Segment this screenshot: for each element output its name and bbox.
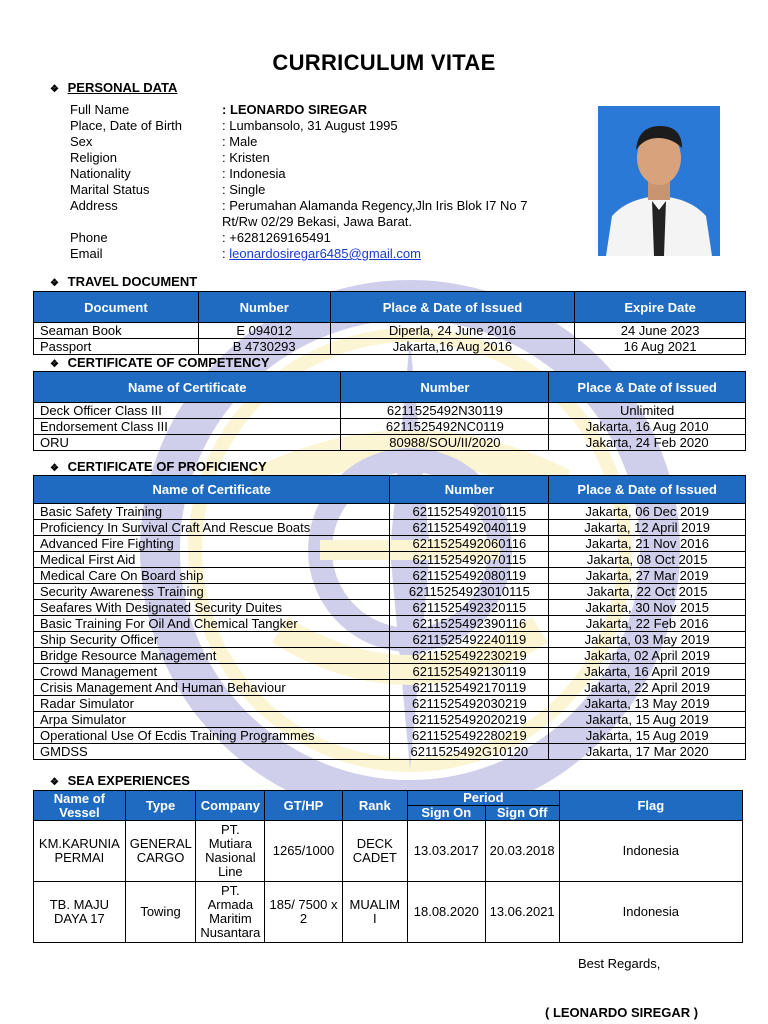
field-value: : Lumbansolo, 31 August 1995 — [222, 118, 398, 133]
table-cell: Operational Use Of Ecdis Training Programmes — [34, 728, 390, 744]
column-header: Number — [198, 292, 330, 323]
table-cell: Jakarta, 15 Aug 2019 — [549, 712, 746, 728]
section-title: PERSONAL DATA — [67, 80, 178, 95]
field-label: Address — [70, 198, 118, 213]
table-cell: KM.KARUNIA PERMAI — [34, 821, 126, 882]
table-cell: Security Awareness Training — [34, 584, 390, 600]
section-title: SEA EXPERIENCES — [67, 773, 190, 788]
column-header: Company — [196, 791, 265, 821]
table-cell: GENERAL CARGO — [125, 821, 196, 882]
table-cell: E 094012 — [198, 323, 330, 339]
table-cell: ORU — [34, 435, 341, 451]
section-certificate-proficiency — [50, 459, 267, 474]
column-header: Name of Certificate — [34, 372, 341, 403]
table-cell: Jakarta, 24 Feb 2020 — [549, 435, 746, 451]
table-cell: Jakarta, 16 Aug 2010 — [549, 419, 746, 435]
table-row — [34, 632, 746, 648]
table-row — [34, 648, 746, 664]
table-cell: Arpa Simulator — [34, 712, 390, 728]
personal-data-row — [70, 214, 552, 230]
table-cell: 6211525492390116 — [390, 616, 549, 632]
column-header: Sign Off — [485, 806, 559, 821]
table-row — [34, 419, 746, 435]
table-cell: 18.08.2020 — [407, 882, 485, 943]
table-cell: 6211525492060116 — [390, 536, 549, 552]
table-cell: Basic Training For Oil And Chemical Tangker — [34, 616, 390, 632]
column-header: Place & Date of Issued — [330, 292, 575, 323]
proficiency-table — [33, 475, 746, 760]
table-row — [34, 616, 746, 632]
table-row — [34, 821, 743, 882]
table-cell: Jakarta, 27 Mar 2019 — [549, 568, 746, 584]
column-header: Place & Date of Issued — [549, 372, 746, 403]
table-row — [34, 696, 746, 712]
table-cell: 13.06.2021 — [485, 882, 559, 943]
field-value: : Single — [222, 182, 266, 197]
personal-data-row — [70, 150, 552, 166]
table-cell: Basic Safety Training — [34, 504, 390, 520]
table-cell: Jakarta, 08 Oct 2015 — [549, 552, 746, 568]
section-title: TRAVEL DOCUMENT — [67, 274, 198, 289]
table-cell: 6211525492NC0119 — [341, 419, 549, 435]
table-cell: Jakarta,16 Aug 2016 — [330, 339, 575, 355]
section-certificate-competency — [50, 355, 270, 370]
table-cell: 6211525492170119 — [390, 680, 549, 696]
field-value — [222, 246, 552, 262]
personal-data-row — [70, 102, 552, 118]
section-sea-experiences — [50, 773, 190, 788]
table-cell: 185/ 7500 x 2 — [265, 882, 342, 943]
field-value: : +6281269165491 — [222, 230, 331, 245]
table-row — [34, 403, 746, 419]
table-cell: Jakarta, 02 April 2019 — [549, 648, 746, 664]
table-cell: TB. MAJU DAYA 17 — [34, 882, 126, 943]
table-cell: Medical First Aid — [34, 552, 390, 568]
personal-data-row — [70, 182, 552, 198]
email-prefix: : — [222, 246, 230, 261]
section-title: CERTIFICATE OF COMPETENCY — [67, 355, 270, 370]
column-header: Period — [407, 791, 559, 806]
field-label: Phone — [70, 230, 108, 245]
column-header: Expire Date — [575, 292, 746, 323]
table-row — [34, 323, 746, 339]
table-cell: B 4730293 — [198, 339, 330, 355]
table-cell: DECK CADET — [342, 821, 407, 882]
field-label: Religion — [70, 150, 117, 165]
table-cell: Jakarta, 22 April 2019 — [549, 680, 746, 696]
field-value: Rt/Rw 02/29 Bekasi, Jawa Barat. — [222, 214, 413, 229]
table-cell: 6211525492280219 — [390, 728, 549, 744]
field-label — [70, 214, 222, 230]
table-row — [34, 504, 746, 520]
column-header: Rank — [342, 791, 407, 821]
table-cell: 6211525492010115 — [390, 504, 549, 520]
column-header: GT/HP — [265, 791, 342, 821]
table-row — [34, 435, 746, 451]
table-cell: Medical Care On Board ship — [34, 568, 390, 584]
table-cell: Endorsement Class III — [34, 419, 341, 435]
table-cell: Ship Security Officer — [34, 632, 390, 648]
table-row — [34, 712, 746, 728]
table-cell: Indonesia — [559, 882, 742, 943]
table-row — [34, 536, 746, 552]
sea-experience-table — [33, 790, 743, 943]
field-label: Nationality — [70, 166, 131, 181]
bullet-diamond-icon: ❖ — [50, 777, 59, 788]
column-header: Name of Certificate — [34, 476, 390, 504]
signature-name: ( LEONARDO SIREGAR ) — [545, 1005, 699, 1020]
column-header: Place & Date of Issued — [549, 476, 746, 504]
column-header: Sign On — [407, 806, 485, 821]
table-cell: 24 June 2023 — [575, 323, 746, 339]
table-cell: Towing — [125, 882, 196, 943]
table-cell: 62115254923010115 — [390, 584, 549, 600]
table-cell: Jakarta, 22 Oct 2015 — [549, 584, 746, 600]
field-value: : Indonesia — [222, 166, 286, 181]
table-cell: 13.03.2017 — [407, 821, 485, 882]
page-title: CURRICULUM VITAE — [272, 50, 496, 75]
table-cell: 20.03.2018 — [485, 821, 559, 882]
field-value: : LEONARDO SIREGAR — [222, 102, 368, 117]
section-title: CERTIFICATE OF PROFICIENCY — [67, 459, 267, 474]
table-cell: Radar Simulator — [34, 696, 390, 712]
personal-data-row — [70, 134, 552, 150]
column-header: Number — [390, 476, 549, 504]
closing-regards: Best Regards, — [578, 956, 661, 971]
table-cell: 6211525492020219 — [390, 712, 549, 728]
table-cell: Jakarta, 12 April 2019 — [549, 520, 746, 536]
table-cell: Proficiency In Survival Craft And Rescue Boats — [34, 520, 390, 536]
personal-data-row — [70, 198, 552, 214]
field-value: : Male — [222, 134, 258, 149]
field-label: Place, Date of Birth — [70, 118, 182, 133]
table-cell: Jakarta, 16 April 2019 — [549, 664, 746, 680]
section-personal-data — [50, 80, 177, 95]
table-cell: Jakarta, 21 Nov 2016 — [549, 536, 746, 552]
section-travel-document — [50, 274, 197, 289]
table-cell: Crisis Management And Human Behaviour — [34, 680, 390, 696]
bullet-diamond-icon: ❖ — [50, 463, 59, 474]
table-cell: GMDSS — [34, 744, 390, 760]
table-cell: PT. Mutiara Nasional Line — [196, 821, 265, 882]
table-row — [34, 600, 746, 616]
personal-data-row — [70, 230, 552, 246]
table-cell: Jakarta, 13 May 2019 — [549, 696, 746, 712]
table-cell: 6211525492070115 — [390, 552, 549, 568]
table-cell: Jakarta, 06 Dec 2019 — [549, 504, 746, 520]
column-header: Type — [125, 791, 196, 821]
table-cell: 6211525492N30119 — [341, 403, 549, 419]
table-cell: 80988/SOU/II/2020 — [341, 435, 549, 451]
table-cell: Seafares With Designated Security Duites — [34, 600, 390, 616]
table-cell: 6211525492030219 — [390, 696, 549, 712]
table-cell: 1265/1000 — [265, 821, 342, 882]
table-cell: Unlimited — [549, 403, 746, 419]
column-header: Name of Vessel — [34, 791, 126, 821]
table-row — [34, 520, 746, 536]
table-cell: Advanced Fire Fighting — [34, 536, 390, 552]
table-cell: Passport — [34, 339, 199, 355]
table-cell: 6211525492G10120 — [390, 744, 549, 760]
table-cell: PT. Armada Maritim Nusantara — [196, 882, 265, 943]
table-cell: Jakarta, 15 Aug 2019 — [549, 728, 746, 744]
field-value: : Perumahan Alamanda Regency,Jln Iris Blok I7 No 7 — [222, 198, 528, 213]
profile-photo — [598, 106, 720, 256]
table-row — [34, 584, 746, 600]
table-row — [34, 744, 746, 760]
bullet-diamond-icon: ❖ — [50, 359, 59, 370]
table-cell: Jakarta, 22 Feb 2016 — [549, 616, 746, 632]
table-row — [34, 680, 746, 696]
table-cell: 6211525492320115 — [390, 600, 549, 616]
table-cell: 6211525492040119 — [390, 520, 549, 536]
table-cell: Bridge Resource Management — [34, 648, 390, 664]
field-label: Full Name — [70, 102, 130, 117]
table-cell: Deck Officer Class III — [34, 403, 341, 419]
field-value: : Kristen — [222, 150, 270, 165]
table-cell: 6211525492240119 — [390, 632, 549, 648]
table-cell: 16 Aug 2021 — [575, 339, 746, 355]
personal-data-row — [70, 166, 552, 182]
table-cell: 6211525492130119 — [390, 664, 549, 680]
table-cell: MUALIM I — [342, 882, 407, 943]
table-cell: Indonesia — [559, 821, 742, 882]
table-row — [34, 882, 743, 943]
table-cell: 6211525492080119 — [390, 568, 549, 584]
column-header: Flag — [559, 791, 742, 821]
bullet-diamond-icon: ❖ — [50, 84, 59, 95]
column-header: Number — [341, 372, 549, 403]
personal-data-row — [70, 246, 552, 262]
table-cell: Jakarta, 30 Nov 2015 — [549, 600, 746, 616]
travel-document-table — [33, 291, 746, 355]
table-row — [34, 568, 746, 584]
competency-table — [33, 371, 746, 451]
table-row — [34, 728, 746, 744]
field-label: Marital Status — [70, 182, 150, 197]
table-row — [34, 552, 746, 568]
table-cell: Jakarta, 17 Mar 2020 — [549, 744, 746, 760]
field-label: Sex — [70, 134, 93, 149]
field-label: Email — [70, 246, 103, 261]
table-cell: Crowd Management — [34, 664, 390, 680]
table-cell: Diperla, 24 June 2016 — [330, 323, 575, 339]
personal-data-row — [70, 118, 552, 134]
table-cell: Jakarta, 03 May 2019 — [549, 632, 746, 648]
table-row — [34, 664, 746, 680]
table-cell: 6211525492230219 — [390, 648, 549, 664]
bullet-diamond-icon: ❖ — [50, 278, 59, 289]
table-row — [34, 339, 746, 355]
email-link[interactable]: leonardosiregar6485@gmail.com — [229, 246, 421, 261]
column-header: Document — [34, 292, 199, 323]
table-cell: Seaman Book — [34, 323, 199, 339]
personal-data-list — [70, 102, 552, 262]
